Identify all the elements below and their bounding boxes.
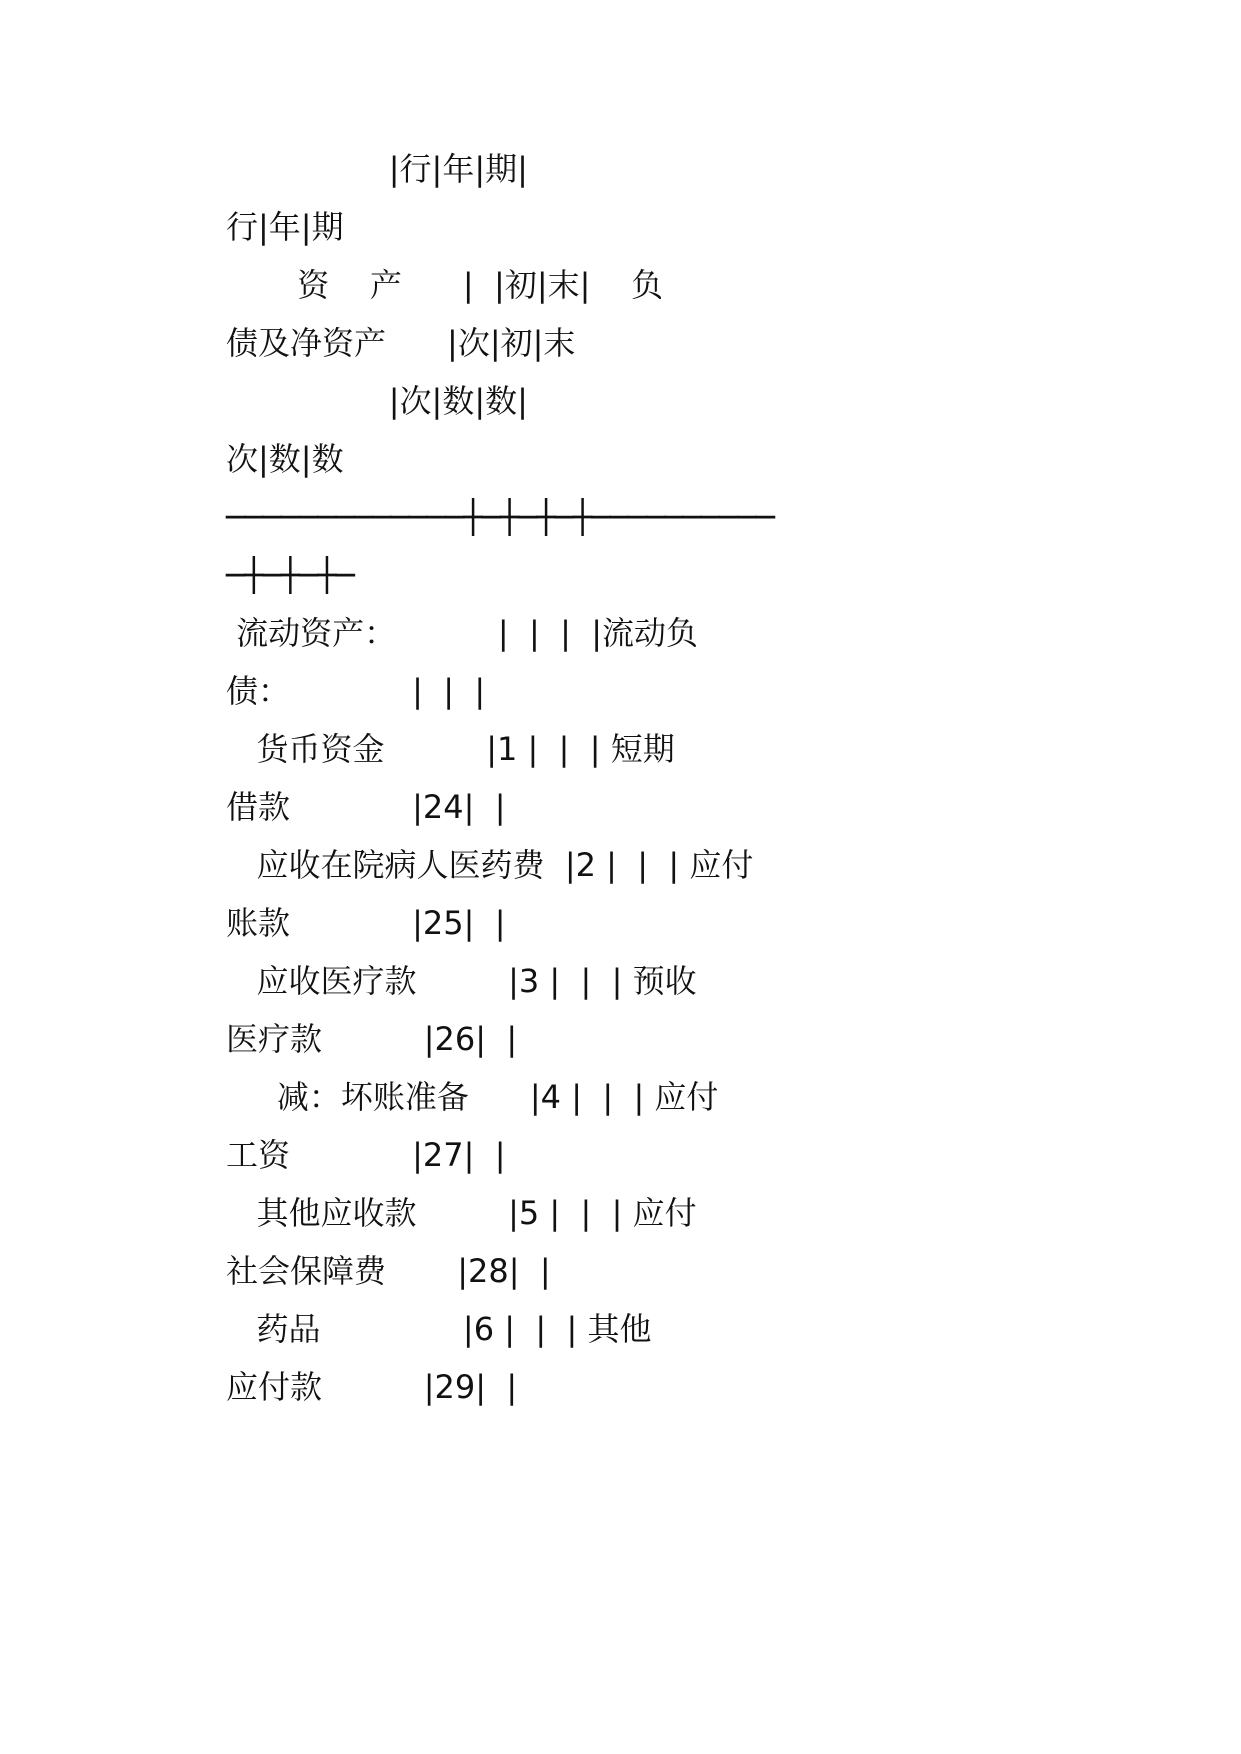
text-line: |行|年|期| bbox=[226, 150, 528, 188]
text-line: 流动资产： | | | |流动负 bbox=[226, 614, 699, 652]
table-rule-line: ─────────────┼─┼─┼─┼────────── bbox=[226, 498, 774, 536]
table-rule-line: ─┼─┼─┼─ bbox=[226, 556, 354, 594]
text-line: 债及净资产 |次|初|末 bbox=[226, 324, 576, 362]
text-line: 次|数|数 bbox=[226, 440, 344, 478]
text-line: 医疗款 |26| | bbox=[226, 1020, 518, 1058]
text-line: 资 产 | |初|末| 负 bbox=[226, 266, 664, 304]
text-line: 应收在院病人医药费 |2 | | | 应付 bbox=[226, 846, 754, 884]
text-line: 借款 |24| | bbox=[226, 788, 506, 826]
text-line: 药品 |6 | | | 其他 bbox=[226, 1310, 652, 1348]
text-line: 债： | | | bbox=[226, 672, 486, 710]
text-line: 账款 |25| | bbox=[226, 904, 506, 942]
text-line: |次|数|数| bbox=[226, 382, 528, 420]
text-line: 应付款 |29| | bbox=[226, 1368, 518, 1406]
text-line: 应收医疗款 |3 | | | 预收 bbox=[226, 962, 697, 1000]
text-line: 工资 |27| | bbox=[226, 1136, 506, 1174]
text-line: 行|年|期 bbox=[226, 208, 344, 246]
text-line: 减：坏账准备 |4 | | | 应付 bbox=[226, 1078, 719, 1116]
text-line: 社会保障费 |28| | bbox=[226, 1252, 551, 1290]
text-line: 其他应收款 |5 | | | 应付 bbox=[226, 1194, 697, 1232]
text-line: 货币资金 |1 | | | 短期 bbox=[226, 730, 675, 768]
